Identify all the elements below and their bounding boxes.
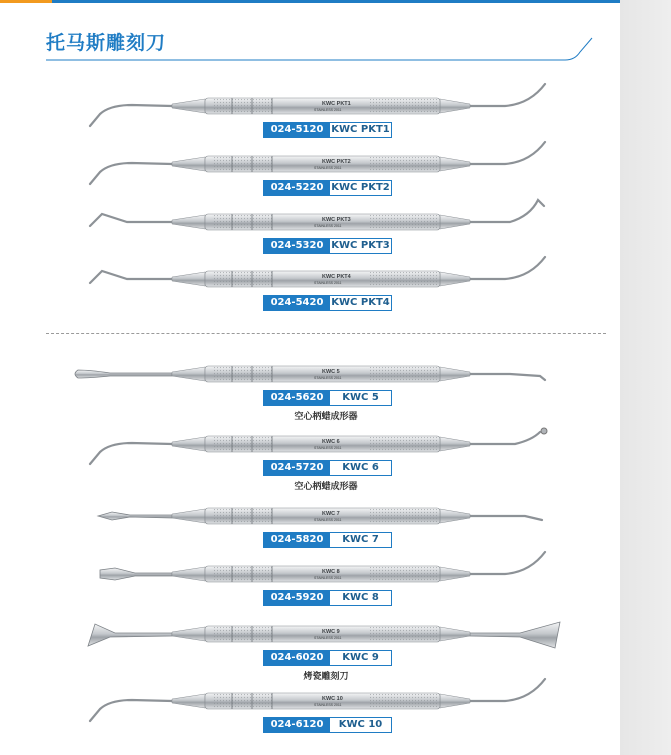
- knurled-grip: [212, 157, 272, 171]
- handle-engraving: KWC 6: [322, 439, 340, 445]
- instrument-tip: [470, 374, 545, 380]
- product-caption: 空心柄蜡成形器: [294, 412, 358, 422]
- handle-taper-right: [440, 99, 470, 113]
- handle-engraving: KWC PKT2: [322, 159, 351, 165]
- knurled-grip: [370, 99, 438, 113]
- product-name: KWC 8: [342, 592, 379, 603]
- handle-taper-left: [172, 157, 205, 171]
- handle-engraving-sub: STAINLESS 2011: [314, 703, 342, 707]
- handle-taper-right: [440, 215, 470, 229]
- handle-taper-right: [440, 694, 470, 708]
- knurled-grip: [212, 272, 272, 286]
- instrument-tip: [90, 700, 172, 721]
- handle-engraving: KWC 8: [322, 569, 340, 575]
- knurled-grip: [370, 272, 438, 286]
- handle-taper-left: [172, 272, 205, 286]
- instrument-tip: [470, 516, 542, 520]
- handle-taper-left: [172, 509, 205, 523]
- knurled-grip: [370, 627, 438, 641]
- handle-taper-left: [172, 627, 205, 641]
- handle-taper-left: [172, 215, 205, 229]
- instrument-tip: [90, 443, 172, 464]
- section-divider: [46, 333, 606, 334]
- product-code: 024-5220: [264, 181, 330, 195]
- handle-taper-right: [440, 567, 470, 581]
- product-name: KWC 6: [342, 462, 379, 473]
- instrument-item: [0, 418, 620, 492]
- instrument-tip: [470, 432, 540, 444]
- knurled-grip: [370, 367, 438, 381]
- instrument-tip: [90, 163, 172, 184]
- knurled-grip: [370, 509, 438, 523]
- instrument-tip: [470, 622, 560, 648]
- product-code-label: [263, 460, 392, 476]
- product-code: 024-5820: [264, 533, 330, 547]
- product-code-label: [263, 180, 392, 196]
- handle-engraving-sub: STAINLESS 2011: [314, 518, 342, 522]
- handle-engraving: KWC PKT1: [322, 101, 351, 107]
- product-code-label: [263, 532, 392, 548]
- product-name: KWC 5: [342, 392, 379, 403]
- knurled-grip: [212, 627, 272, 641]
- handle-engraving-sub: STAINLESS 2011: [314, 108, 342, 112]
- handle-taper-left: [172, 367, 205, 381]
- knurled-grip: [212, 367, 272, 381]
- handle-engraving: KWC 5: [322, 369, 340, 375]
- handle-taper-right: [440, 272, 470, 286]
- instrument-tip: [470, 552, 545, 574]
- title-underline: [0, 0, 620, 80]
- instrument-tip: [90, 214, 172, 226]
- knurled-grip: [370, 157, 438, 171]
- product-code: 024-5920: [264, 591, 330, 605]
- knurled-grip: [212, 694, 272, 708]
- instrument-tip: [470, 84, 545, 106]
- handle-taper-right: [440, 367, 470, 381]
- product-name: KWC 10: [338, 719, 383, 730]
- instrument-item: [0, 253, 620, 323]
- product-name: KWC PKT2: [331, 182, 390, 193]
- handle-taper-left: [172, 694, 205, 708]
- instrument-tip: [88, 624, 172, 646]
- knurled-grip: [212, 215, 272, 229]
- handle-engraving-sub: STAINLESS 2011: [314, 446, 342, 450]
- instrument-tip: [75, 370, 172, 378]
- handle-engraving: KWC 9: [322, 629, 340, 635]
- handle-engraving-sub: STAINLESS 2011: [314, 636, 342, 640]
- product-code-label: [263, 390, 392, 406]
- knurled-grip: [212, 437, 272, 451]
- handle-taper-right: [440, 157, 470, 171]
- knurled-grip: [370, 437, 438, 451]
- product-caption: 空心柄蜡成形器: [294, 482, 358, 492]
- instrument-tip: [90, 271, 172, 283]
- product-code: 024-5120: [264, 123, 330, 137]
- handle-engraving-sub: STAINLESS 2011: [314, 376, 342, 380]
- handle-engraving-sub: STAINLESS 2011: [314, 166, 342, 170]
- ball-tip: [541, 428, 547, 434]
- knurled-grip: [212, 567, 272, 581]
- product-code-label: [263, 295, 392, 311]
- handle-taper-left: [172, 99, 205, 113]
- knurled-grip: [212, 99, 272, 113]
- knurled-grip: [370, 567, 438, 581]
- handle-taper-right: [440, 437, 470, 451]
- page-title: 托马斯雕刻刀: [46, 32, 167, 54]
- product-code-label: [263, 590, 392, 606]
- product-code: 024-5720: [264, 461, 330, 475]
- handle-engraving-sub: STAINLESS 2011: [314, 224, 342, 228]
- product-code-label: [263, 717, 392, 733]
- product-code-label: [263, 122, 392, 138]
- handle-engraving: KWC 7: [322, 511, 340, 517]
- instrument-tip: [100, 568, 172, 580]
- handle-taper-left: [172, 567, 205, 581]
- instrument-tip: [98, 512, 172, 520]
- product-code: 024-5420: [264, 296, 330, 310]
- knurled-grip: [370, 215, 438, 229]
- product-name: KWC 7: [342, 534, 379, 545]
- handle-taper-right: [440, 509, 470, 523]
- instrument-tip: [470, 142, 545, 164]
- instrument-tip: [470, 200, 544, 222]
- product-code-label: [263, 238, 392, 254]
- product-name: KWC PKT3: [331, 240, 390, 251]
- product-code: 024-6020: [264, 651, 330, 665]
- instrument-tip: [470, 257, 545, 279]
- handle-taper-right: [440, 627, 470, 641]
- knurled-grip: [370, 694, 438, 708]
- product-name: KWC PKT4: [331, 297, 390, 308]
- handle-engraving: KWC PKT4: [322, 274, 351, 280]
- handle-engraving: KWC 10: [322, 696, 343, 702]
- instrument-tip: [470, 679, 545, 701]
- handle-engraving: KWC PKT3: [322, 217, 351, 223]
- product-code: 024-6120: [264, 718, 330, 732]
- handle-engraving-sub: STAINLESS 2011: [314, 281, 342, 285]
- instrument-item: [0, 675, 620, 745]
- product-code-label: [263, 650, 392, 666]
- instrument-item: [0, 348, 620, 422]
- product-code: 024-5320: [264, 239, 330, 253]
- instrument-item: [0, 608, 620, 682]
- page-margin-strip: [620, 0, 671, 755]
- handle-engraving-sub: STAINLESS 2011: [314, 576, 342, 580]
- product-name: KWC 9: [342, 652, 379, 663]
- knurled-grip: [212, 509, 272, 523]
- product-caption: 烤瓷雕刻刀: [303, 672, 349, 682]
- instrument-tip: [90, 105, 172, 126]
- product-name: KWC PKT1: [331, 124, 390, 135]
- handle-taper-left: [172, 437, 205, 451]
- product-code: 024-5620: [264, 391, 330, 405]
